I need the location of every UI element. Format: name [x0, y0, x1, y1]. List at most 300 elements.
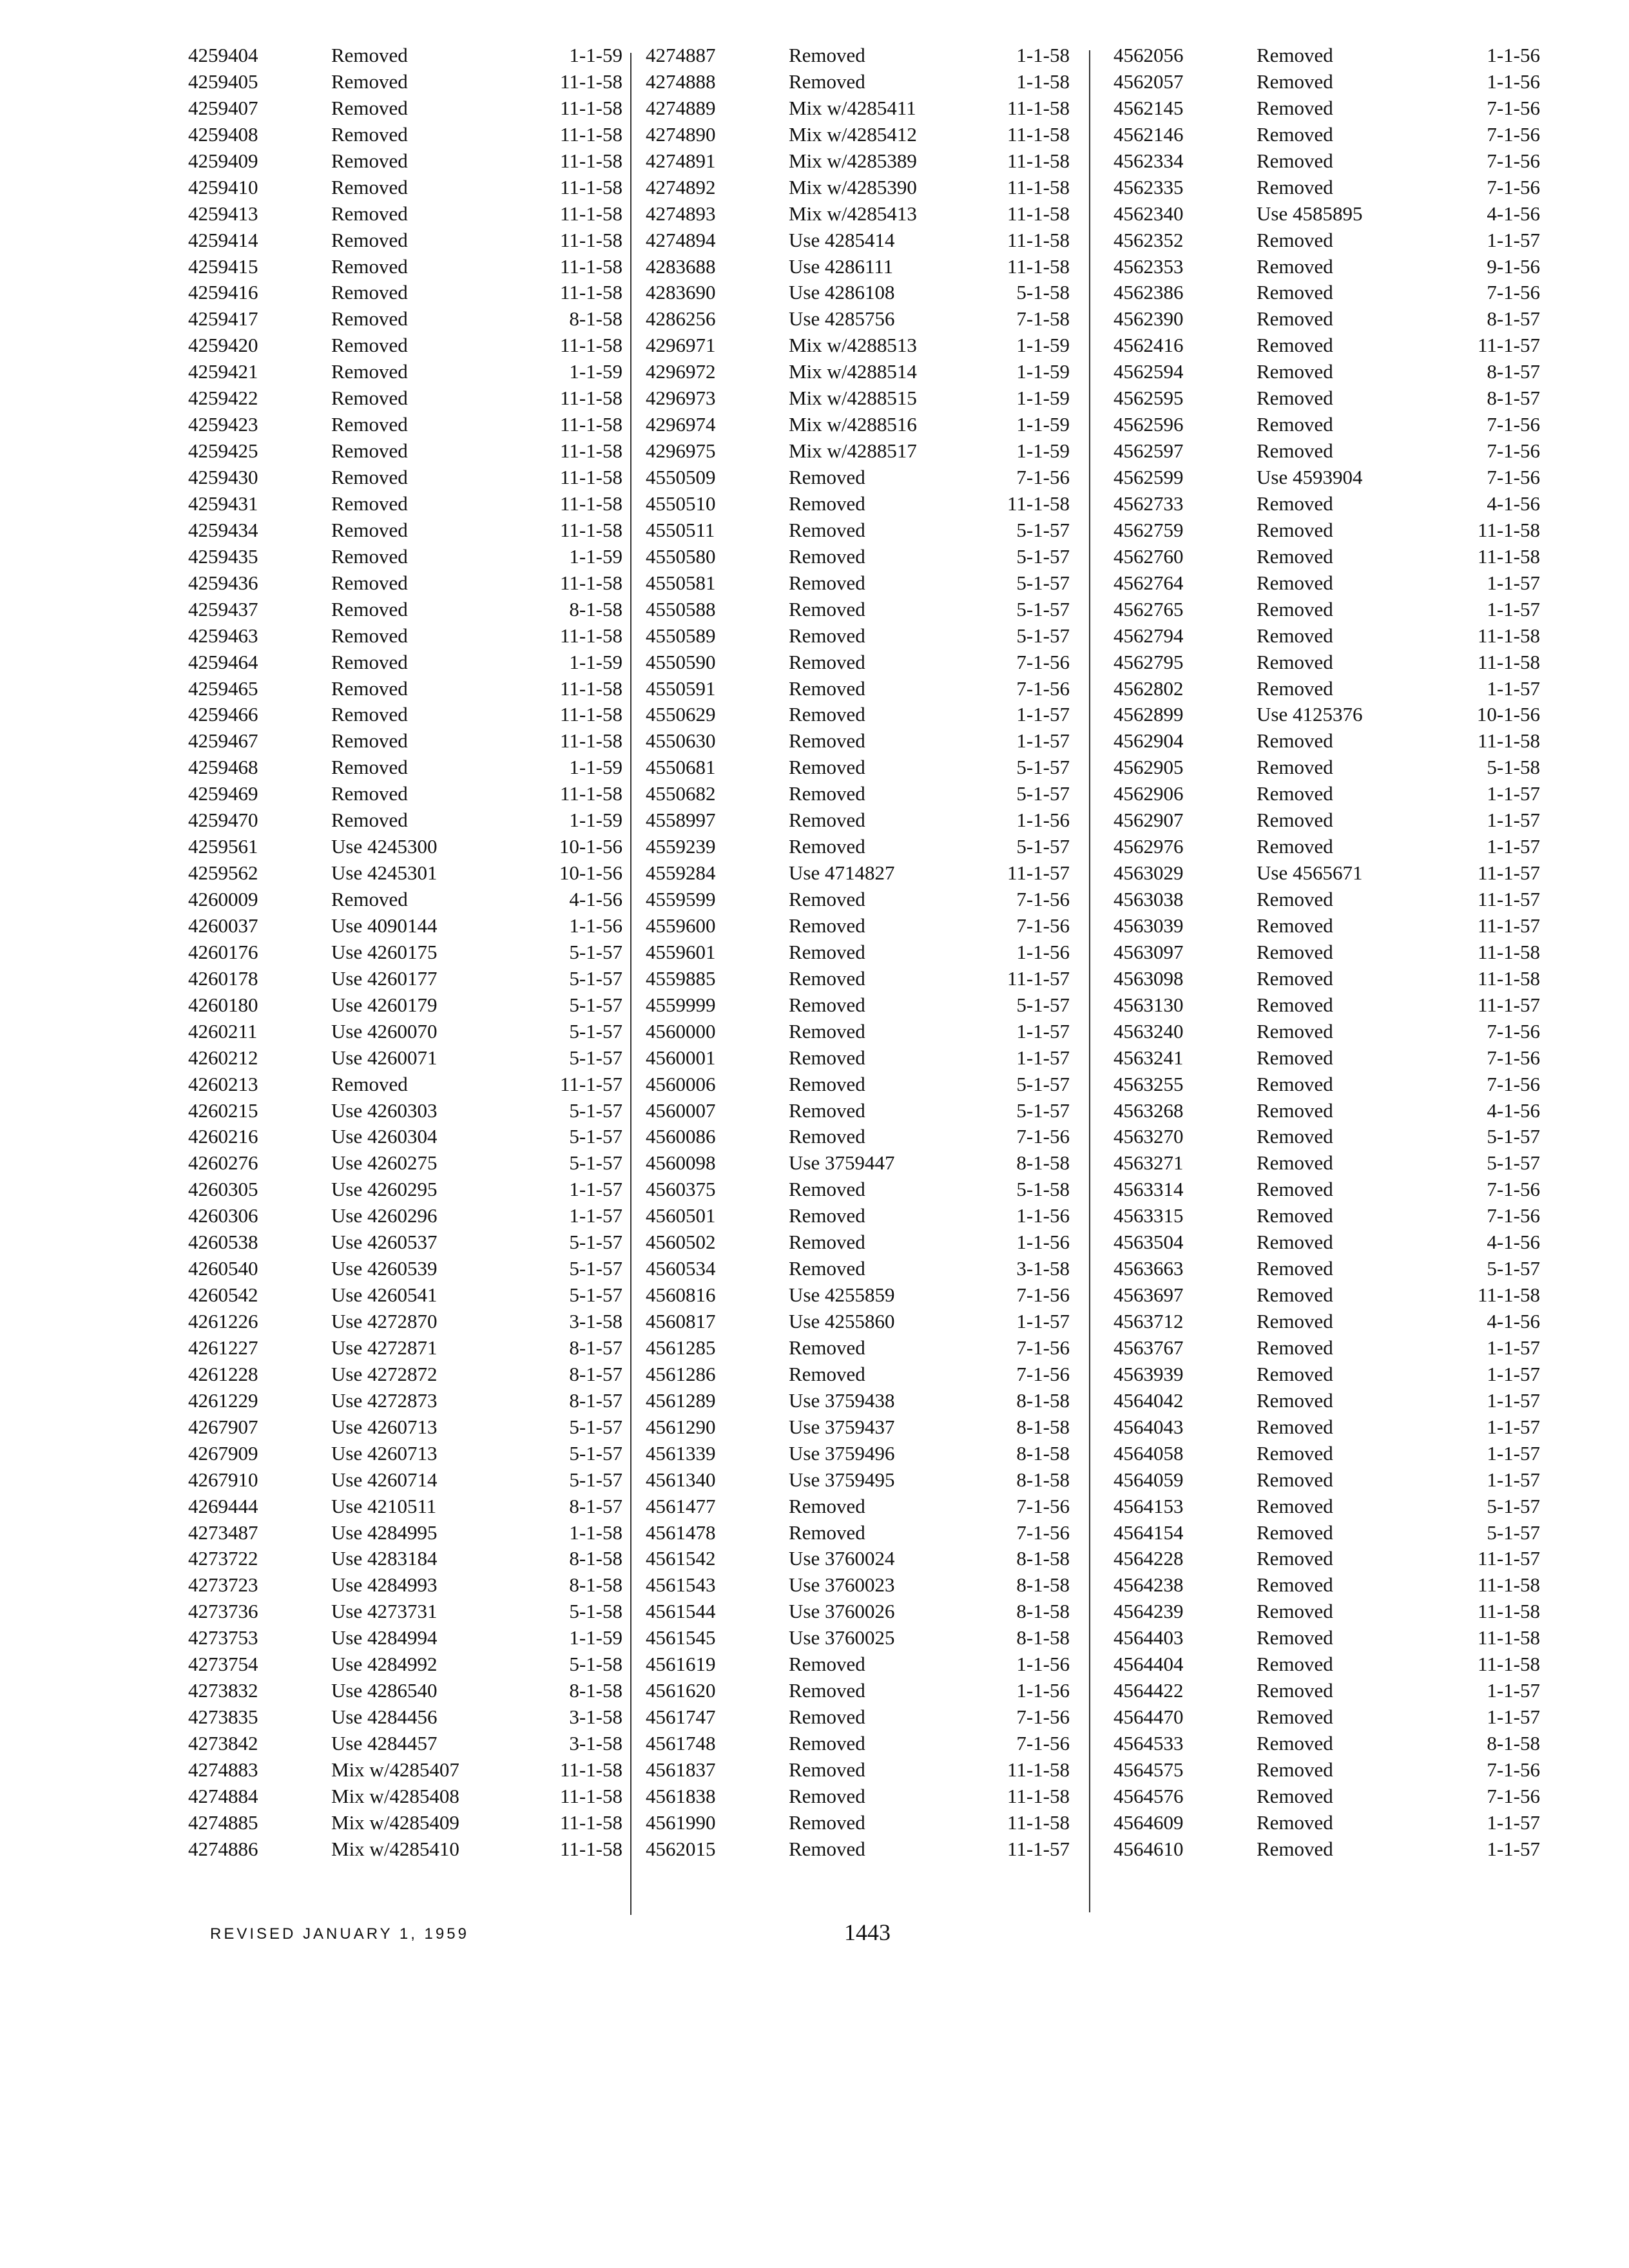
- effective-date: 8-1-58: [1016, 1626, 1070, 1649]
- part-number: 4562599: [1113, 466, 1184, 488]
- part-number: 4259405: [188, 70, 258, 93]
- table-row: [646, 491, 1070, 517]
- effective-date: 1-1-57: [1487, 1837, 1540, 1860]
- status-text: Use 3760025: [789, 1626, 895, 1649]
- status-text: Removed: [1257, 228, 1333, 251]
- status-text: Use 4260179: [331, 993, 438, 1016]
- table-row: [1113, 570, 1540, 597]
- status-text: Use 3759437: [789, 1415, 895, 1438]
- status-text: Removed: [789, 44, 865, 66]
- part-number: 4561545: [646, 1626, 716, 1649]
- page-number: 1443: [844, 1919, 891, 1945]
- table-row: [188, 491, 622, 517]
- part-number: 4274888: [646, 70, 716, 93]
- status-text: Removed: [331, 888, 408, 910]
- status-text: Use 4125376: [1257, 703, 1363, 726]
- part-number: 4259464: [188, 650, 258, 673]
- effective-date: 7-1-56: [1487, 1178, 1540, 1201]
- table-row: [646, 1309, 1070, 1335]
- effective-date: 5-1-58: [1487, 756, 1540, 779]
- status-text: Removed: [1257, 597, 1333, 620]
- status-text: Removed: [789, 1362, 865, 1385]
- part-number: 4559600: [646, 914, 716, 937]
- table-row: [646, 1731, 1070, 1757]
- table-row: [188, 280, 622, 306]
- part-number: 4260037: [188, 914, 258, 937]
- effective-date: 10-1-56: [559, 861, 622, 885]
- effective-date: 4-1-56: [1487, 1231, 1540, 1254]
- status-text: Removed: [1257, 439, 1333, 463]
- table-row: [188, 1599, 622, 1625]
- table-row: [646, 412, 1070, 438]
- part-number: 4259410: [188, 175, 258, 198]
- table-row: [188, 1704, 622, 1731]
- effective-date: 8-1-58: [1016, 1468, 1070, 1491]
- part-number: 4559999: [646, 993, 716, 1016]
- part-number: 4296974: [646, 413, 716, 436]
- table-row: [1113, 1836, 1540, 1863]
- table-row: [646, 1599, 1070, 1625]
- table-row: [1113, 1757, 1540, 1783]
- part-number: 4259422: [188, 387, 258, 410]
- effective-date: 1-1-58: [1016, 44, 1070, 66]
- part-number: 4560817: [646, 1310, 716, 1332]
- revision-note: REVISED JANUARY 1, 1959: [210, 1925, 469, 1943]
- effective-date: 5-1-57: [1487, 1125, 1540, 1148]
- part-number: 4560001: [646, 1046, 716, 1069]
- table-row: [1113, 227, 1540, 254]
- effective-date: 11-1-57: [1007, 1837, 1070, 1860]
- status-text: Use 4260537: [331, 1231, 438, 1254]
- table-row: [188, 649, 622, 676]
- status-text: Removed: [789, 1811, 865, 1834]
- effective-date: 5-1-58: [1016, 1178, 1070, 1201]
- parts-column-3: [1113, 43, 1540, 1863]
- table-row: [646, 834, 1070, 860]
- table-row: [646, 887, 1070, 913]
- effective-date: 1-1-57: [1487, 571, 1540, 594]
- table-row: [646, 465, 1070, 491]
- status-text: Removed: [789, 1494, 865, 1517]
- table-row: [1113, 1467, 1540, 1494]
- part-number: 4273754: [188, 1653, 258, 1676]
- effective-date: 1-1-59: [569, 360, 622, 383]
- table-row: [188, 95, 622, 122]
- part-number: 4260542: [188, 1283, 258, 1307]
- effective-date: 7-1-56: [1016, 1521, 1070, 1544]
- effective-date: 1-1-57: [1487, 1706, 1540, 1729]
- effective-date: 1-1-59: [569, 650, 622, 673]
- table-row: [188, 1678, 622, 1704]
- part-number: 4563504: [1113, 1231, 1184, 1254]
- effective-date: 1-1-57: [1487, 1389, 1540, 1412]
- table-row: [1113, 385, 1540, 412]
- table-row: [188, 1045, 622, 1072]
- part-number: 4260213: [188, 1072, 258, 1095]
- status-text: Removed: [789, 518, 865, 541]
- effective-date: 11-1-58: [560, 1811, 622, 1834]
- status-text: Removed: [331, 360, 408, 383]
- status-text: Removed: [789, 835, 865, 858]
- status-text: Use 4284457: [331, 1732, 438, 1754]
- effective-date: 1-1-59: [1016, 334, 1070, 357]
- part-number: 4273753: [188, 1626, 258, 1649]
- part-number: 4273487: [188, 1521, 258, 1544]
- status-text: Use 4260295: [331, 1178, 438, 1201]
- status-text: Removed: [1257, 782, 1333, 805]
- table-row: [1113, 1256, 1540, 1282]
- status-text: Use 4283184: [331, 1547, 438, 1570]
- status-text: Removed: [331, 281, 408, 304]
- effective-date: 7-1-56: [1487, 122, 1540, 146]
- table-row: [646, 175, 1070, 201]
- effective-date: 8-1-57: [569, 1362, 622, 1385]
- status-text: Removed: [789, 729, 865, 753]
- table-row: [188, 623, 622, 649]
- status-text: Use 4285756: [789, 307, 895, 331]
- part-number: 4564043: [1113, 1415, 1184, 1438]
- effective-date: 11-1-58: [560, 729, 622, 753]
- table-row: [1113, 43, 1540, 69]
- status-text: Removed: [1257, 1362, 1333, 1385]
- effective-date: 7-1-56: [1016, 1494, 1070, 1517]
- table-row: [646, 359, 1070, 385]
- part-number: 4564228: [1113, 1547, 1184, 1570]
- part-number: 4563314: [1113, 1178, 1184, 1201]
- status-text: Removed: [789, 1336, 865, 1359]
- effective-date: 4-1-56: [1487, 1310, 1540, 1332]
- part-number: 4563240: [1113, 1019, 1184, 1043]
- effective-date: 10-1-56: [559, 835, 622, 858]
- status-text: Removed: [1257, 518, 1333, 541]
- table-row: [1113, 1124, 1540, 1150]
- table-row: [188, 1150, 622, 1177]
- table-row: [646, 992, 1070, 1019]
- status-text: Removed: [331, 597, 408, 620]
- status-text: Mix w/4285390: [789, 175, 917, 198]
- parts-column-1: [188, 43, 622, 1863]
- effective-date: 11-1-58: [1007, 1811, 1070, 1834]
- status-text: Removed: [331, 492, 408, 515]
- part-number: 4274886: [188, 1837, 258, 1860]
- table-row: [646, 702, 1070, 728]
- effective-date: 11-1-58: [560, 96, 622, 119]
- status-text: Use 4284456: [331, 1706, 438, 1729]
- table-row: [188, 1124, 622, 1150]
- status-text: Removed: [1257, 1204, 1333, 1227]
- part-number: 4259434: [188, 518, 258, 541]
- status-text: Removed: [331, 175, 408, 198]
- effective-date: 11-1-58: [560, 387, 622, 410]
- status-text: Use 4260541: [331, 1283, 438, 1307]
- part-number: 4259466: [188, 703, 258, 726]
- effective-date: 8-1-58: [1016, 1547, 1070, 1570]
- effective-date: 1-1-59: [569, 44, 622, 66]
- table-row: [188, 1494, 622, 1520]
- effective-date: 5-1-57: [569, 1231, 622, 1254]
- status-text: Use 4285414: [789, 228, 895, 251]
- status-text: Removed: [1257, 1706, 1333, 1729]
- effective-date: 11-1-58: [560, 1758, 622, 1781]
- part-number: 4560000: [646, 1019, 716, 1043]
- effective-date: 1-1-59: [1016, 413, 1070, 436]
- effective-date: 7-1-56: [1487, 1784, 1540, 1807]
- table-row: [646, 1757, 1070, 1783]
- effective-date: 3-1-58: [569, 1732, 622, 1754]
- status-text: Use 4260177: [331, 966, 438, 990]
- part-number: 4561340: [646, 1468, 716, 1491]
- table-row: [646, 1256, 1070, 1282]
- part-number: 4562597: [1113, 439, 1184, 463]
- effective-date: 5-1-57: [1016, 993, 1070, 1016]
- part-number: 4562764: [1113, 571, 1184, 594]
- part-number: 4564059: [1113, 1468, 1184, 1491]
- status-text: Removed: [789, 993, 865, 1016]
- table-row: [646, 1441, 1070, 1467]
- part-number: 4260211: [188, 1019, 258, 1043]
- effective-date: 5-1-57: [1016, 782, 1070, 805]
- table-row: [646, 1361, 1070, 1388]
- table-row: [188, 412, 622, 438]
- effective-date: 8-1-57: [1487, 360, 1540, 383]
- part-number: 4259467: [188, 729, 258, 753]
- status-text: Use 4593904: [1257, 466, 1363, 488]
- effective-date: 11-1-58: [1007, 202, 1070, 225]
- effective-date: 11-1-57: [1478, 334, 1540, 357]
- part-number: 4273722: [188, 1547, 258, 1570]
- effective-date: 8-1-58: [569, 1547, 622, 1570]
- status-text: Use 3759447: [789, 1151, 895, 1175]
- effective-date: 1-1-56: [1016, 1204, 1070, 1227]
- part-number: 4274892: [646, 175, 716, 198]
- effective-date: 5-1-57: [569, 1441, 622, 1465]
- table-row: [646, 280, 1070, 306]
- status-text: Removed: [1257, 1389, 1333, 1412]
- table-row: [646, 43, 1070, 69]
- status-text: Removed: [789, 544, 865, 568]
- status-text: Use 4286111: [789, 255, 894, 278]
- effective-date: 5-1-57: [569, 966, 622, 990]
- effective-date: 1-1-57: [1016, 1019, 1070, 1043]
- status-text: Removed: [789, 1046, 865, 1069]
- status-text: Removed: [1257, 729, 1333, 753]
- part-number: 4283690: [646, 281, 716, 304]
- part-number: 4259431: [188, 492, 258, 515]
- effective-date: 7-1-56: [1487, 149, 1540, 172]
- part-number: 4562802: [1113, 677, 1184, 700]
- status-text: Removed: [789, 1706, 865, 1729]
- part-number: 4260009: [188, 888, 258, 910]
- part-number: 4274891: [646, 149, 716, 172]
- effective-date: 11-1-58: [1007, 1784, 1070, 1807]
- effective-date: 7-1-56: [1487, 1046, 1540, 1069]
- effective-date: 11-1-58: [560, 281, 622, 304]
- part-number: 4564154: [1113, 1521, 1184, 1544]
- status-text: Removed: [1257, 1231, 1333, 1254]
- part-number: 4563315: [1113, 1204, 1184, 1227]
- part-number: 4260215: [188, 1099, 258, 1122]
- status-text: Removed: [789, 940, 865, 963]
- table-row: [1113, 1810, 1540, 1836]
- part-number: 4550510: [646, 492, 716, 515]
- part-number: 4259465: [188, 677, 258, 700]
- status-text: Removed: [789, 1204, 865, 1227]
- effective-date: 1-1-57: [1487, 1415, 1540, 1438]
- part-number: 4259435: [188, 544, 258, 568]
- part-number: 4564422: [1113, 1679, 1184, 1702]
- table-row: [188, 1019, 622, 1045]
- table-row: [646, 227, 1070, 254]
- status-text: Removed: [789, 1072, 865, 1095]
- effective-date: 11-1-57: [1478, 914, 1540, 937]
- status-text: Removed: [1257, 360, 1333, 383]
- status-text: Removed: [1257, 492, 1333, 515]
- status-text: Use 4260296: [331, 1204, 438, 1227]
- part-number: 4286256: [646, 307, 716, 331]
- effective-date: 11-1-57: [1478, 1547, 1540, 1570]
- part-number: 4560007: [646, 1099, 716, 1122]
- table-row: [1113, 939, 1540, 966]
- status-text: Use 4565671: [1257, 861, 1363, 885]
- part-number: 4561748: [646, 1732, 716, 1754]
- table-row: [646, 1045, 1070, 1072]
- table-row: [1113, 676, 1540, 702]
- part-number: 4564153: [1113, 1494, 1184, 1517]
- table-row: [646, 649, 1070, 676]
- status-text: Removed: [1257, 1626, 1333, 1649]
- effective-date: 5-1-58: [1016, 281, 1070, 304]
- table-row: [1113, 1783, 1540, 1810]
- effective-date: 8-1-58: [1016, 1600, 1070, 1623]
- part-number: 4550580: [646, 544, 716, 568]
- status-text: Use 3760023: [789, 1573, 895, 1597]
- table-row: [646, 623, 1070, 649]
- effective-date: 9-1-56: [1487, 255, 1540, 278]
- part-number: 4260305: [188, 1178, 258, 1201]
- effective-date: 11-1-58: [560, 175, 622, 198]
- part-number: 4269444: [188, 1494, 258, 1517]
- table-row: [1113, 1335, 1540, 1361]
- effective-date: 1-1-59: [1016, 360, 1070, 383]
- part-number: 4274890: [646, 122, 716, 146]
- part-number: 4563712: [1113, 1310, 1184, 1332]
- status-text: Use 4090144: [331, 914, 438, 937]
- table-row: [188, 1810, 622, 1836]
- part-number: 4562015: [646, 1837, 716, 1860]
- effective-date: 1-1-56: [1016, 940, 1070, 963]
- table-row: [188, 175, 622, 201]
- table-row: [646, 1704, 1070, 1731]
- effective-date: 11-1-58: [1478, 1600, 1540, 1623]
- table-row: [1113, 69, 1540, 95]
- effective-date: 3-1-58: [569, 1706, 622, 1729]
- part-number: 4550511: [646, 518, 715, 541]
- effective-date: 1-1-57: [1016, 1310, 1070, 1332]
- effective-date: 11-1-58: [560, 518, 622, 541]
- status-text: Removed: [789, 756, 865, 779]
- table-row: [646, 1150, 1070, 1177]
- status-text: Removed: [331, 571, 408, 594]
- part-number: 4259437: [188, 597, 258, 620]
- effective-date: 5-1-57: [1016, 1072, 1070, 1095]
- part-number: 4550681: [646, 756, 716, 779]
- part-number: 4562765: [1113, 597, 1184, 620]
- table-row: [188, 992, 622, 1019]
- status-text: Mix w/4285407: [331, 1758, 459, 1781]
- effective-date: 1-1-58: [1016, 70, 1070, 93]
- status-text: Removed: [1257, 888, 1333, 910]
- part-number: 4562335: [1113, 175, 1184, 198]
- table-row: [1113, 1599, 1540, 1625]
- status-text: Use 3759495: [789, 1468, 895, 1491]
- effective-date: 11-1-58: [560, 334, 622, 357]
- table-row: [188, 1783, 622, 1810]
- part-number: 4550629: [646, 703, 716, 726]
- effective-date: 8-1-58: [1016, 1151, 1070, 1175]
- part-number: 4283688: [646, 255, 716, 278]
- status-text: Removed: [789, 1758, 865, 1781]
- effective-date: 8-1-57: [569, 1494, 622, 1517]
- status-text: Removed: [789, 1257, 865, 1280]
- status-text: Removed: [789, 1019, 865, 1043]
- effective-date: 11-1-58: [560, 703, 622, 726]
- part-number: 4274884: [188, 1784, 258, 1807]
- effective-date: 1-1-59: [569, 544, 622, 568]
- effective-date: 1-1-56: [1487, 70, 1540, 93]
- status-text: Use 4245301: [331, 861, 438, 885]
- status-text: Mix w/4285411: [789, 96, 916, 119]
- status-text: Removed: [331, 334, 408, 357]
- status-text: Removed: [1257, 1784, 1333, 1807]
- part-number: 4296971: [646, 334, 716, 357]
- table-row: [1113, 254, 1540, 280]
- status-text: Removed: [789, 782, 865, 805]
- status-text: Removed: [331, 809, 408, 832]
- part-number: 4560086: [646, 1125, 716, 1148]
- status-text: Removed: [1257, 1072, 1333, 1095]
- table-row: [646, 1836, 1070, 1863]
- table-row: [1113, 1309, 1540, 1335]
- effective-date: 8-1-58: [1487, 1732, 1540, 1754]
- status-text: Removed: [331, 624, 408, 647]
- effective-date: 8-1-58: [1016, 1415, 1070, 1438]
- part-number: 4259413: [188, 202, 258, 225]
- effective-date: 1-1-57: [1487, 782, 1540, 805]
- part-number: 4259468: [188, 756, 258, 779]
- part-number: 4550591: [646, 677, 716, 700]
- table-row: [188, 1625, 622, 1651]
- table-row: [188, 754, 622, 781]
- effective-date: 7-1-56: [1487, 1758, 1540, 1781]
- status-text: Removed: [789, 1231, 865, 1254]
- table-row: [188, 201, 622, 227]
- table-row: [188, 570, 622, 597]
- part-number: 4564533: [1113, 1732, 1184, 1754]
- status-text: Removed: [331, 518, 408, 541]
- part-number: 4562353: [1113, 255, 1184, 278]
- part-number: 4558997: [646, 809, 716, 832]
- effective-date: 5-1-57: [569, 1151, 622, 1175]
- effective-date: 7-1-56: [1487, 413, 1540, 436]
- part-number: 4259561: [188, 835, 258, 858]
- effective-date: 5-1-57: [569, 1019, 622, 1043]
- effective-date: 11-1-58: [1478, 1573, 1540, 1597]
- effective-date: 4-1-56: [1487, 202, 1540, 225]
- status-text: Removed: [1257, 149, 1333, 172]
- effective-date: 8-1-58: [1016, 1389, 1070, 1412]
- table-row: [646, 597, 1070, 623]
- table-row: [188, 306, 622, 332]
